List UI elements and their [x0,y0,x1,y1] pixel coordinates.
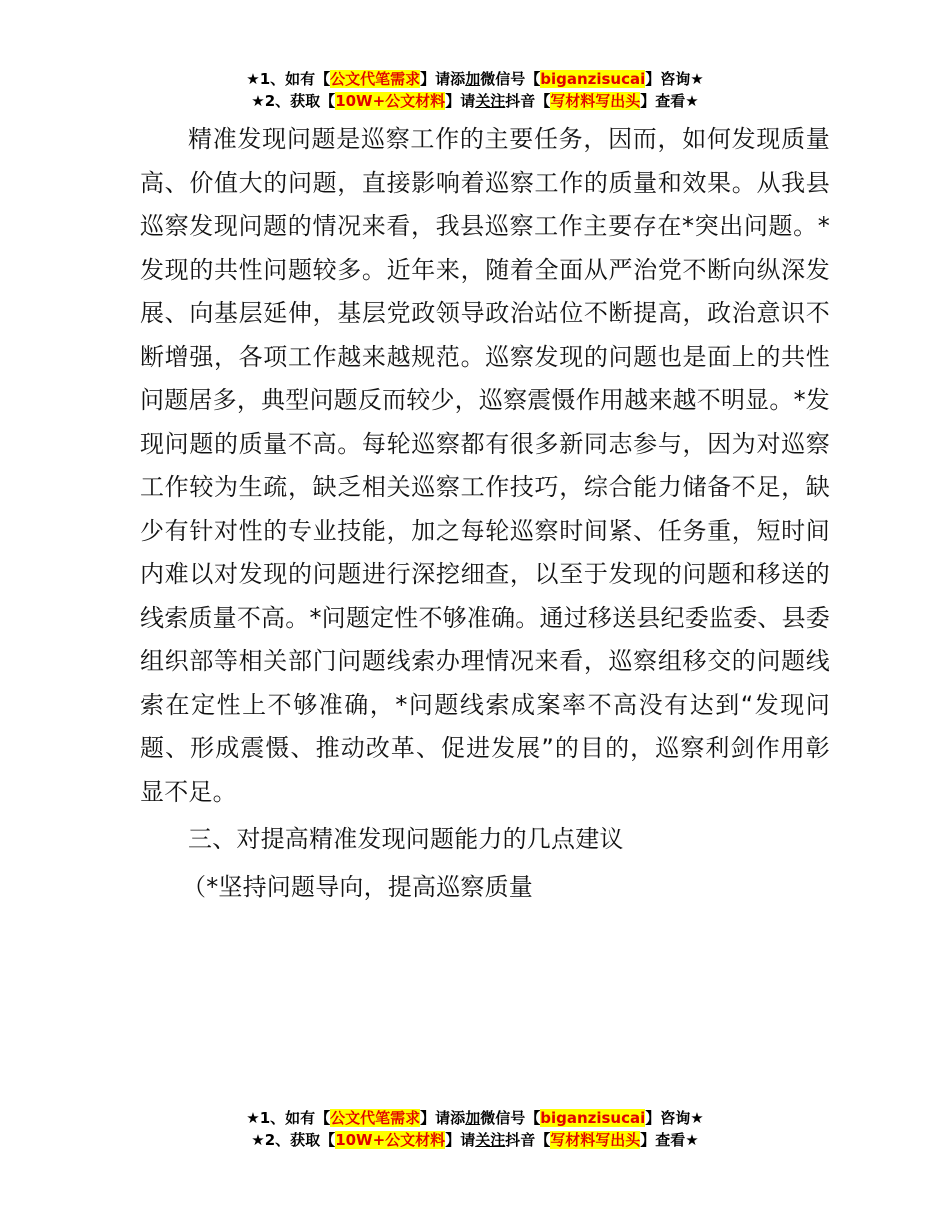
banner-text: 】请添 [420,70,466,88]
banner-text: 】查看★ [640,1131,699,1149]
banner-text: 】咨询★ [645,70,704,88]
highlight-tag: 公文代笔需求 [330,1109,421,1127]
header-banner [0,68,950,112]
banner-text: 】请 [445,92,476,110]
banner-text: 】查看★ [640,92,699,110]
banner-text: ★2、获取【 [251,1131,336,1149]
banner-text: 】请添 [420,1109,466,1127]
banner-text: ★2、获取【 [251,92,336,110]
wechat-id: biganzisucai [540,1109,646,1127]
underlined-text: 加 [465,70,481,88]
wechat-id: biganzisucai [540,70,646,88]
body-paragraph: 精准发现问题是巡察工作的主要任务，因而，如何发现质量高、价值大的问题，直接影响着巡察工作的质量和效果。从我县巡察发现问题的情况来看，我县巡察工作主要存在*突出问题。*发现的共性问题较多。近年来，随着全面从严治党不断向纵深发展、向基层延伸，基层党政领导政治站位不断提高，政治意识不断增强，各项工作越来越规范。巡察发现的问题也是面上的共性问题居多，典型问题反而较少，巡察震慑作用越来越不明显。*发现问题的质量不高。每轮巡察都有很多新同志参与，因为对巡察工作较为生疏，缺乏相关巡察工作技巧，综合能力储备不足，缺少有针对性的专业技能，加之每轮巡察时间紧、任务重，短时间内难以对发现的问题进行深挖细查，以至于发现的问题和移送的线索质量不高。*问题定性不够准确。通过移送县纪委监委、县委组织部等相关部门问题线索办理情况来看，巡察组移交的问题线索在定性上不够准确，*问题线索成案率不高没有达到“发现问题、形成震慑、推动改革、促进发展”的目的，巡察利剑作用彰显不足。 [140,125,830,806]
document-body [140,118,830,909]
banner-text: ★1、如有【 [246,70,331,88]
douyin-account: 写材料写出头 [550,92,641,110]
banner-text: 微信号【 [480,1109,541,1127]
banner-text: 抖音【 [505,1131,551,1149]
banner-text: ★1、如有【 [246,1109,331,1127]
subsection-heading: （*坚持问题导向，提高巡察质量 [182,872,533,901]
footer-banner [0,1107,950,1151]
underlined-text: 加 [465,1109,481,1127]
banner-text: 微信号【 [480,70,541,88]
banner-text: 】请 [445,1131,476,1149]
banner-line-1 [0,68,950,90]
banner-line-1 [0,1107,950,1129]
banner-text: 抖音【 [505,92,551,110]
banner-line-2 [0,90,950,112]
banner-text: 】咨询★ [645,1109,704,1127]
highlight-tag: 10W+公文材料 [335,1131,446,1149]
douyin-account: 写材料写出头 [550,1131,641,1149]
banner-line-2 [0,1129,950,1151]
underlined-text: 关注 [475,92,506,110]
highlight-tag: 10W+公文材料 [335,92,446,110]
section-heading: 三、对提高精准发现问题能力的几点建议 [188,825,624,853]
underlined-text: 关注 [475,1131,506,1149]
highlight-tag: 公文代笔需求 [330,70,421,88]
